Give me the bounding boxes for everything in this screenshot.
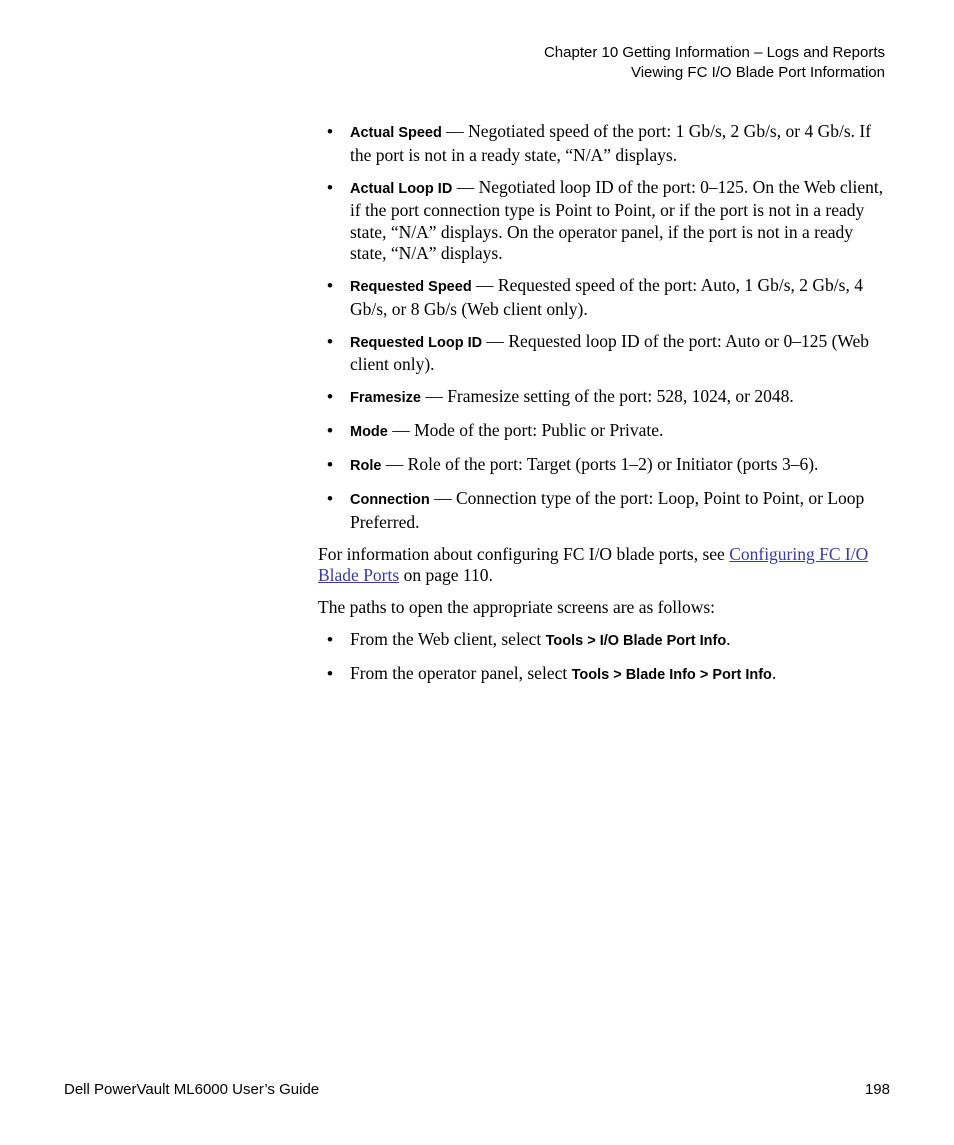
bullet-icon: • bbox=[327, 177, 333, 197]
menu-path: Tools > I/O Blade Port Info bbox=[545, 633, 727, 649]
field-description: Negotiated speed of the port: 1 Gb/s, 2 Gb/s, or 4 Gb/s. If the port is not in a ready state, “N/A” displays. bbox=[350, 121, 872, 165]
field-term: Requested Loop ID bbox=[350, 334, 483, 351]
list-item bbox=[318, 121, 890, 166]
list-item bbox=[318, 663, 890, 687]
chapter-title: Chapter 10 Getting Information – Logs and Reports bbox=[543, 44, 885, 61]
field-term: Role bbox=[350, 458, 382, 474]
bullet-icon: • bbox=[327, 387, 333, 406]
field-description: Framesize setting of the port: 528, 1024, or 2048. bbox=[447, 386, 794, 406]
dash-separator: — bbox=[471, 275, 498, 295]
list-item bbox=[318, 386, 890, 410]
info-paragraph bbox=[318, 544, 890, 587]
dash-separator: — bbox=[387, 420, 415, 440]
dash-separator: — bbox=[441, 121, 469, 141]
field-term: Actual Speed bbox=[350, 125, 442, 141]
running-header bbox=[544, 43, 885, 83]
field-description: Requested loop ID of the port: Auto or 0–125 (Web client only). bbox=[350, 330, 870, 374]
path-list bbox=[318, 629, 890, 687]
info-text-before: For information about configuring FC I/O blade ports, see bbox=[318, 543, 730, 564]
field-term: Mode bbox=[350, 424, 388, 440]
bullet-icon: • bbox=[327, 664, 333, 683]
bullet-icon: • bbox=[327, 276, 333, 295]
path-prefix: From the operator panel, select bbox=[350, 663, 572, 683]
bullet-icon: • bbox=[327, 122, 333, 141]
info-text-after: on page 110. bbox=[399, 565, 493, 585]
field-term: Connection bbox=[350, 492, 430, 508]
footer-title: Dell PowerVault ML6000 User’s Guide bbox=[64, 1081, 320, 1098]
list-item bbox=[318, 331, 890, 376]
field-description: Role of the port: Target (ports 1–2) or Initiator (ports 3–6). bbox=[407, 454, 819, 474]
field-description: Requested speed of the port: Auto, 1 Gb/s, 2 Gb/s, 4 Gb/s, or 8 Gb/s (Web client only). bbox=[350, 275, 863, 319]
bullet-icon: • bbox=[327, 630, 333, 649]
path-prefix: From the Web client, select bbox=[350, 629, 546, 649]
dash-separator: — bbox=[381, 454, 408, 474]
field-description: Negotiated loop ID of the port: 0–125. On the Web client, if the port connection type is Point to Point, or if the port is not in a ready state, “N/A” displays. On the operator panel, if the port is not in a ready state, “N/A” displays. bbox=[350, 176, 884, 263]
dash-separator: — bbox=[482, 330, 509, 351]
configuring-fc-io-blade-ports-link[interactable]: Configuring FC I/O Blade Ports bbox=[318, 543, 869, 585]
dash-separator: — bbox=[420, 386, 448, 406]
list-item bbox=[318, 420, 890, 444]
list-item bbox=[318, 629, 890, 653]
field-term: Actual Loop ID bbox=[350, 180, 453, 197]
bullet-icon: • bbox=[327, 421, 333, 440]
path-suffix: . bbox=[726, 629, 731, 649]
dash-separator: — bbox=[452, 176, 479, 197]
list-item bbox=[318, 177, 890, 265]
list-item bbox=[318, 454, 890, 478]
page-number: 198 bbox=[864, 1081, 890, 1098]
section-title: Viewing FC I/O Blade Port Information bbox=[630, 64, 885, 81]
field-term: Framesize bbox=[350, 390, 421, 406]
paths-intro: The paths to open the appropriate screens are as follows: bbox=[318, 597, 716, 617]
bullet-icon: • bbox=[327, 331, 333, 351]
field-list bbox=[318, 121, 890, 533]
bullet-icon: • bbox=[327, 455, 333, 474]
list-item bbox=[318, 488, 890, 533]
menu-path: Tools > Blade Info > Port Info bbox=[571, 667, 772, 683]
path-suffix: . bbox=[771, 663, 777, 683]
dash-separator: — bbox=[429, 488, 456, 508]
list-item bbox=[318, 275, 890, 320]
field-description: Mode of the port: Public or Private. bbox=[414, 420, 664, 440]
field-description: Connection type of the port: Loop, Point to Point, or Loop Preferred. bbox=[350, 488, 865, 532]
page-body bbox=[318, 121, 890, 697]
field-term: Requested Speed bbox=[350, 279, 472, 295]
bullet-icon: • bbox=[327, 489, 333, 508]
